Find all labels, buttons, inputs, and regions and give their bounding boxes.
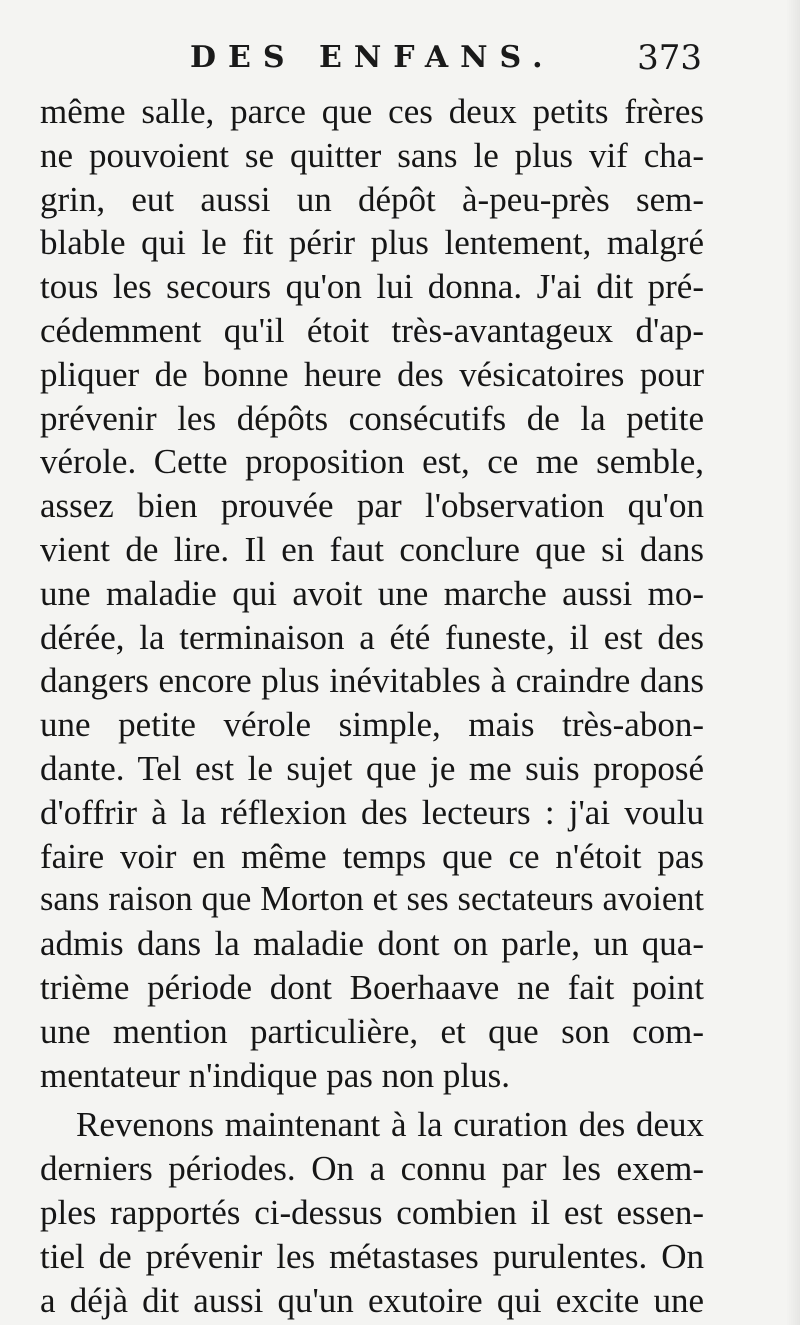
text-line: pliquer de bonne heure des vésicatoires pour <box>40 354 704 394</box>
paragraph-2 <box>40 1103 704 1322</box>
text-line: sans raison que Morton et ses sectateurs avoient <box>40 880 704 919</box>
text-line: grin, eut aussi un dépôt à-peu-près sem- <box>40 179 704 219</box>
text-line: mentateur n'indique pas non plus. <box>40 1055 510 1095</box>
page-header <box>0 38 800 88</box>
text-line: Revenons maintenant à la curation des deux <box>76 1105 704 1145</box>
text-line: a déjà dit aussi qu'un exutoire qui excite une <box>40 1280 704 1320</box>
text-line: ne pouvoient se quitter sans le plus vif cha- <box>40 135 704 175</box>
text-line: une petite vérole simple, mais très-abon- <box>40 705 704 745</box>
text-line: admis dans la maladie dont on parle, un qua- <box>40 924 704 964</box>
text-line: trième période dont Boerhaave ne fait point <box>40 967 704 1007</box>
text-line: une maladie qui avoit une marche aussi mo- <box>40 573 704 613</box>
text-line: assez bien prouvée par l'observation qu'on <box>40 486 704 526</box>
text-line: tous les secours qu'on lui donna. J'ai dit pré- <box>40 267 704 307</box>
text-line: cédemment qu'il étoit très-avantageux d'ap- <box>40 310 704 350</box>
text-line: tiel de prévenir les métastases purulentes. On <box>40 1236 704 1276</box>
text-line: même salle, parce que ces deux petits frères <box>40 92 704 131</box>
running-head: DES ENFANS. <box>190 40 555 75</box>
text-line: vérole. Cette proposition est, ce me semble, <box>40 442 704 482</box>
paragraph-1 <box>40 90 704 1097</box>
page-edge <box>786 0 800 1325</box>
text-line: ples rapportés ci-dessus combien il est essen- <box>40 1192 704 1232</box>
text-line: une mention particulière, et que son com- <box>40 1011 704 1051</box>
text-line: dante. Tel est le sujet que je me suis proposé <box>40 748 704 788</box>
text-line: derniers périodes. On a connu par les exem- <box>40 1149 704 1189</box>
text-line: d'offrir à la réflexion des lecteurs : j'ai voulu <box>40 792 704 832</box>
page-number: 373 <box>637 38 702 78</box>
body-text <box>40 90 704 1322</box>
text-line: faire voir en même temps que ce n'étoit pas <box>40 836 704 876</box>
text-line: dérée, la terminaison a été funeste, il est des <box>40 617 704 657</box>
text-line: vient de lire. Il en faut conclure que si dans <box>40 529 704 569</box>
text-line: blable qui le fit périr plus lentement, malgré <box>40 223 704 263</box>
text-line: dangers encore plus inévitables à craindre dans <box>40 661 704 701</box>
text-line: prévenir les dépôts consécutifs de la petite <box>40 398 704 438</box>
